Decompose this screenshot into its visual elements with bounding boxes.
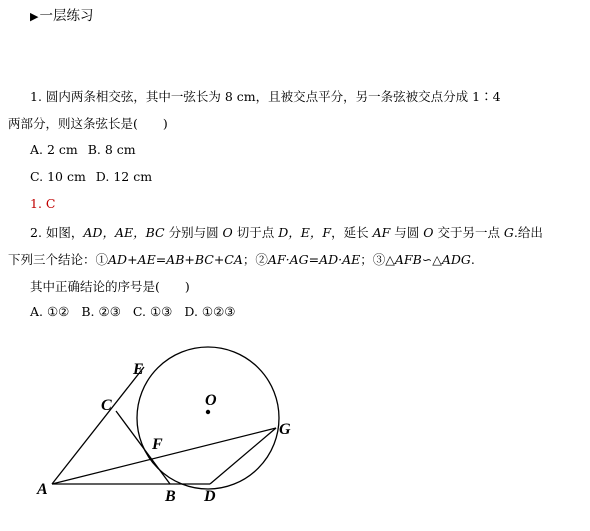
section-title xyxy=(30,4,93,24)
label-g: G xyxy=(279,421,291,438)
question-2-line-2 xyxy=(8,250,475,268)
question-2-line-1 xyxy=(30,223,543,241)
label-b: B xyxy=(165,488,176,505)
question-2-options xyxy=(30,304,236,319)
q2-text: 切于点 xyxy=(232,225,279,240)
q2-text: .给出 xyxy=(513,225,543,240)
label-d: D xyxy=(204,488,216,505)
conclusion-3-right: ADG xyxy=(441,252,471,267)
question-1-options-ab xyxy=(30,142,136,157)
q2-text: ；③△ xyxy=(360,252,395,267)
question-1-line-2: 两部分，则这条弦长是( ) xyxy=(8,116,168,131)
conclusion-3-left: AFB xyxy=(394,252,422,267)
option-d: D. 12 cm xyxy=(95,169,153,184)
option-a: A. 2 cm xyxy=(30,142,78,157)
option-b: B. 8 cm xyxy=(87,142,136,157)
q2-af: AF xyxy=(372,225,391,240)
label-a: A xyxy=(37,481,48,498)
section-title-text: 一层练习 xyxy=(39,8,94,24)
q2-point-g: G xyxy=(503,225,514,240)
q2-text: ∽△ xyxy=(421,252,442,267)
q2-text: 分别与圆 xyxy=(164,225,223,240)
label-c: C xyxy=(101,397,112,414)
q2-tangents: AD，AE，BC xyxy=(83,225,165,240)
label-o: O xyxy=(205,392,217,409)
q2-text: . xyxy=(470,252,475,267)
option-c: C. 10 cm xyxy=(30,169,86,184)
option-d: D. ①②③ xyxy=(184,304,236,319)
question-1-answer: 1. C xyxy=(30,196,56,211)
tangent-ae xyxy=(52,367,144,484)
q2-text: ；② xyxy=(242,252,268,267)
option-c: C. ①③ xyxy=(132,304,173,319)
q2-text: ，延长 xyxy=(331,225,373,240)
conclusion-1: AD+AE=AB+BC+CA xyxy=(108,252,243,267)
question-1-options-cd xyxy=(30,169,152,184)
q2-points: D，E，F xyxy=(278,225,332,240)
option-b: B. ②③ xyxy=(81,304,121,319)
label-e: E xyxy=(133,361,144,378)
q2-text: 交于另一点 xyxy=(433,225,504,240)
option-a: A. ①② xyxy=(30,304,70,319)
label-f: F xyxy=(152,436,163,453)
center-point xyxy=(206,410,210,414)
triangle-marker-icon: ▶ xyxy=(30,10,39,23)
q2-text: 与圆 xyxy=(390,225,424,240)
question-2-line-3: 其中正确结论的序号是( ) xyxy=(30,279,190,294)
q2-circle-o: O xyxy=(222,225,233,240)
conclusion-2: AF·AG=AD·AE xyxy=(267,252,361,267)
q2-circle-o: O xyxy=(423,225,434,240)
question-1-line-1: 1. 圆内两条相交弦，其中一弦长为 8 cm，且被交点平分，另一条弦被交点分成 1∶4 xyxy=(30,89,501,104)
geometry-figure xyxy=(30,330,300,508)
q2-text: 下列三个结论：① xyxy=(8,252,109,267)
q2-text: 2. 如图， xyxy=(30,225,84,240)
